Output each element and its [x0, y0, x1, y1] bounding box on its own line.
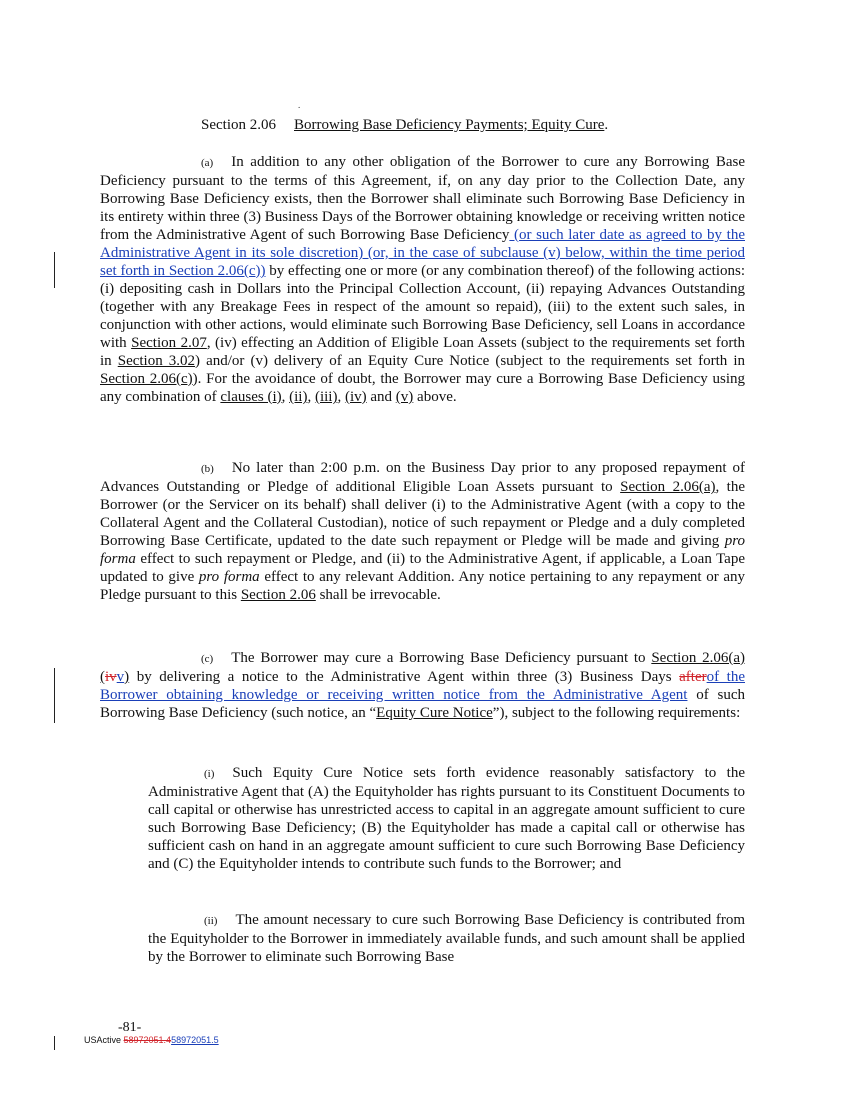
inserted-text: (or such later date as agreed to by the Administrative Agent in its sole discretion) (or, in the case of subclause (v) below, within the time period set forth in Section 2.06(c)) [100, 227, 745, 279]
header-dot: . [298, 100, 301, 110]
paragraph-text: In addition to any other obligation of the Borrower to cure any Borrowing Base Deficiency pursuant to the terms of this Agreement, if, on any day prior to the Collection Date, any Borrowing Base Deficiency exists, then the Borrower shall eliminate such Borrowing Base Deficiency in its entirety within three (3) Business Days of the Borrower obtaining knowledge or receiving written notice from the Administrative Agent of such Borrowing Base Deficiency [100, 154, 745, 243]
paragraph-b [100, 459, 745, 604]
paragraph-text: and [366, 389, 396, 405]
paragraph-text: ”), subject to the following requirements: [492, 705, 741, 721]
change-bar [54, 252, 55, 288]
section-reference: Section 2.06(a) [620, 479, 716, 495]
section-title-period: . [604, 117, 609, 133]
paragraph-text: of such Borrowing Base Deficiency (such notice, an “ [100, 687, 745, 721]
section-title: Borrowing Base Deficiency Payments; Equity Cure [294, 117, 605, 133]
paragraph-text: effect to such repayment or Pledge, and (ii) to the Administrative Agent, if applicable, a Loan Tape updated to give [100, 551, 745, 585]
change-bar [54, 668, 55, 723]
page-number: -81- [118, 1020, 142, 1035]
paragraph-text: No later than 2:00 p.m. on the Business Day prior to any proposed repayment of Advances Outstanding or Pledge of additional Eligible Loan Assets pursuant to [100, 460, 745, 495]
clause-reference: (ii) [289, 389, 308, 405]
inserted-text: of the Borrower obtaining knowledge or receiving written notice from the Administrative Agent [100, 669, 745, 703]
clause-reference: clauses (i) [220, 389, 282, 405]
paragraph-text: effect to any relevant Addition. Any notice pertaining to any repayment or any Pledge pursuant to this [100, 569, 745, 603]
footer-deleted-id: 58972051.4 [123, 1035, 172, 1045]
paragraph-label: (a) [201, 157, 214, 169]
section-reference: ) [124, 669, 130, 685]
deleted-text: iv [105, 669, 117, 685]
change-bar [54, 1036, 55, 1050]
section-heading [201, 117, 608, 134]
paragraph-label: (b) [201, 463, 214, 475]
paragraph-text: by delivering a notice to the Administrative Agent within three (3) Business Days [129, 669, 680, 685]
paragraph-text: ) and/or (v) delivery of an Equity Cure Notice (subject to the requirements set forth in [195, 353, 745, 369]
paragraph-text: shall be irrevocable. [315, 587, 441, 603]
paragraph-text: The Borrower may cure a Borrowing Base Deficiency pursuant to [231, 650, 652, 666]
paragraph-a [100, 153, 745, 406]
document-footer [84, 1035, 219, 1045]
defined-term: Equity Cure Notice [376, 705, 493, 721]
subparagraph-label: (ii) [204, 915, 218, 927]
paragraph-text: , [281, 389, 290, 405]
italic-term: pro forma [100, 533, 745, 567]
paragraph-text: above. [413, 389, 457, 405]
inserted-text: v [116, 669, 125, 685]
clause-reference: (iii) [314, 389, 338, 405]
paragraph-c [100, 649, 745, 722]
section-reference: Section 3.02 [117, 353, 196, 369]
clause-reference: (iv) [344, 389, 367, 405]
section-reference: Section 2.07 [131, 335, 207, 351]
paragraph-text: , the Borrower (or the Servicer on its behalf) shall deliver (i) to the Administrative Agent (with a copy to the Collateral Agent and the Collateral Custodian), notice of such repayment or Pledge and a duly completed Borrowing Base Certificate, updated to the date such repayment or Pledge will be made and giving [100, 479, 746, 549]
paragraph-label: (c) [201, 653, 214, 665]
section-reference: Section 2.06 [240, 587, 316, 603]
subparagraph-label: (i) [204, 768, 215, 780]
paragraph-text: ). For the avoidance of doubt, the Borrower may cure a Borrowing Base Deficiency using any combination of [100, 371, 746, 405]
section-reference: Section 2.06(a)( [100, 650, 745, 685]
section-reference: Section 2.06(c) [100, 371, 193, 387]
deleted-text: after [679, 669, 707, 685]
subparagraph-ii [148, 911, 745, 966]
clause-reference: (v) [395, 389, 414, 405]
footer-inserted-id: 58972051.5 [171, 1035, 219, 1045]
paragraph-text: , [337, 389, 345, 405]
italic-term: pro forma [198, 569, 260, 585]
subparagraph-text: The amount necessary to cure such Borrowing Base Deficiency is contributed from the Equityholder to the Borrower in immediately available funds, and such amount shall be applied by the Borrower to eliminate such Borrowing Base [148, 912, 745, 965]
section-number: Section 2.06 [201, 117, 276, 133]
subparagraph-text: Such Equity Cure Notice sets forth evidence reasonably satisfactory to the Administrative Agent that (A) the Equityholder has rights pursuant to its Constituent Documents to call capital or otherwise has unrestricted access to capital in an aggregate amount sufficient to cure such Borrowing Base Deficiency; (B) the Equityholder has made a capital call or otherwise has sufficient cash on hand in an aggregate amount sufficient to cure such Borrowing Base Deficiency and (C) the Equityholder intends to contribute such funds to the Borrower; and [148, 765, 745, 872]
paragraph-text: by effecting one or more (or any combination thereof) of the following actions: (i) depositing cash in Dollars into the Principal Collection Account, (ii) repaying Advances Outstanding (together with any Breakage Fees in respect of the amount so repaid), (iii) to the extent such sales, in conjunction with other actions, would eliminate such Borrowing Base Deficiency, sell Loans in accordance with [100, 263, 745, 351]
paragraph-text: , (iv) effecting an Addition of Eligible Loan Assets (subject to the requirements set forth in [100, 335, 745, 369]
footer-prefix: USActive [84, 1035, 124, 1045]
subparagraph-i [148, 764, 745, 873]
paragraph-text: , [307, 389, 315, 405]
